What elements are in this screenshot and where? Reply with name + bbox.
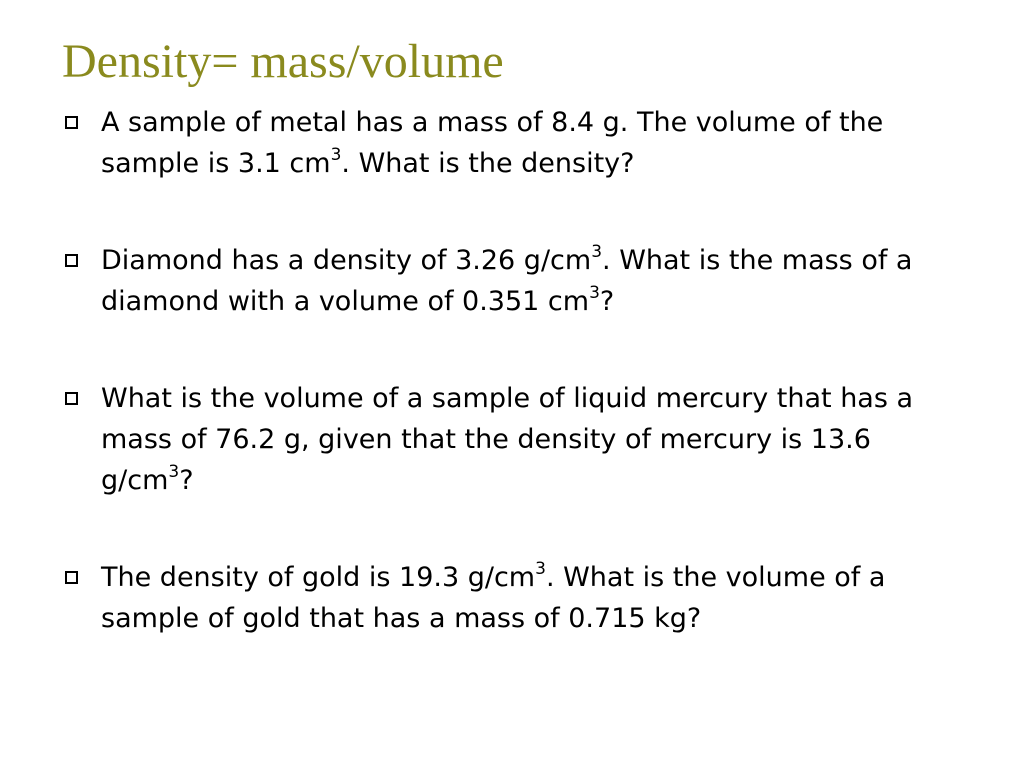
bullet-item xyxy=(62,557,962,639)
slide-title: Density= mass/volume xyxy=(62,35,504,88)
square-bullet-icon xyxy=(65,392,78,405)
bullet-item xyxy=(62,102,962,184)
bullet-text: The density of gold is 19.3 $g/cm^3$. What is the volume of a sample of gold that has a mass of 0.715 kg? xyxy=(101,559,886,634)
bullet-text: A sample of metal has a mass of 8.4 g. The volume of the sample is 3.1 $cm^3$. What is the density? xyxy=(101,107,884,179)
square-bullet-icon xyxy=(65,571,78,584)
bullet-list xyxy=(62,102,962,639)
bullet-text: Diamond has a density of 3.26 $g/cm^3$. What is the mass of a diamond with a volume of 0.351 $cm^3$? xyxy=(101,242,913,317)
bullet-text: What is the volume of a sample of liquid mercury that has a mass of 76.2 g, given that the density of mercury is 13.6 $g/cm^3$? xyxy=(101,383,914,496)
bullet-item xyxy=(62,378,962,501)
bullet-item xyxy=(62,240,962,322)
square-bullet-icon xyxy=(65,116,78,129)
square-bullet-icon xyxy=(65,254,78,267)
